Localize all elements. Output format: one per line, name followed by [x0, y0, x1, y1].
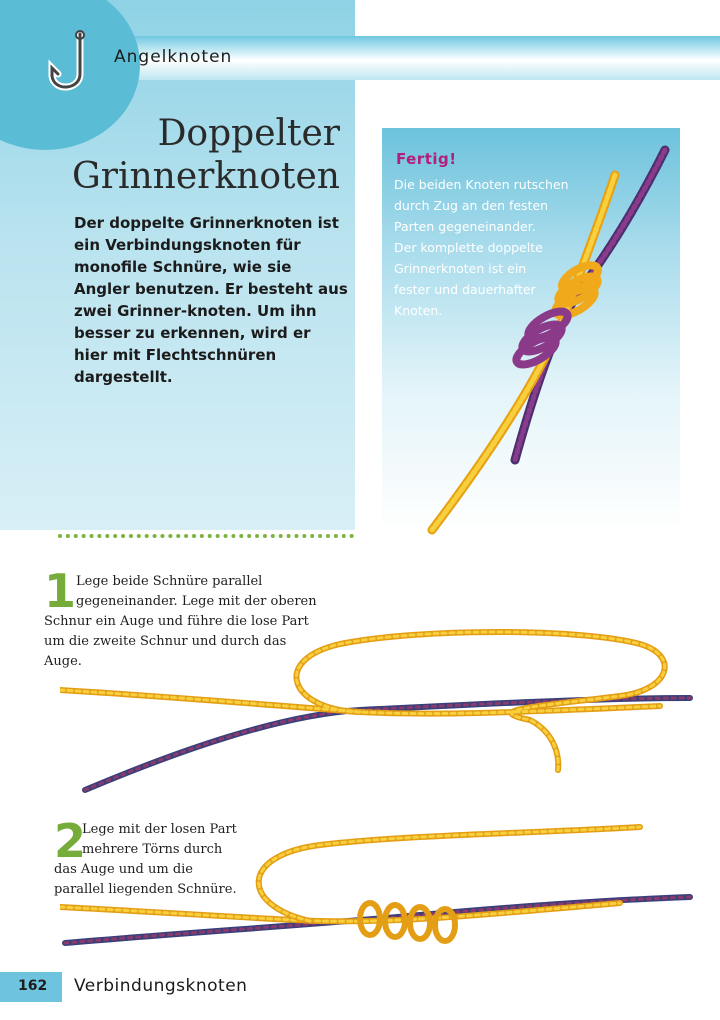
footer-chapter: Verbindungsknoten — [74, 976, 248, 996]
step-1-line: gegeneinander. Lege mit der oberen — [76, 594, 317, 609]
info-line: Der komplette doppelte — [394, 240, 543, 255]
info-line: Grinnerknoten ist ein — [394, 261, 527, 276]
info-line: fester und dauerhafter — [394, 282, 536, 297]
page-title — [60, 112, 340, 198]
intro-text: Der doppelte Grinnerknoten ist ein Verbindungsknoten für monofile Schnüre, wie sie Angler benutzen. Er besteht aus zwei Grinner-knoten. Um ihn besser zu erkennen, wird er hier mit Flechtschnüren dargestellt. — [74, 214, 348, 386]
step-2-illustration — [60, 815, 700, 955]
step-2-line: parallel liegenden Schnüre. — [54, 882, 237, 897]
dotted-divider — [58, 534, 354, 538]
info-line: Knoten. — [394, 303, 443, 318]
page-number: 162 — [18, 978, 48, 994]
step-2-line: das Auge und um die — [54, 862, 193, 877]
step-1-line: Lege beide Schnüre parallel — [76, 574, 263, 589]
info-box-text — [394, 174, 579, 321]
title-line-1: Doppelter — [157, 113, 340, 154]
step-1-number: 1 — [44, 564, 77, 618]
title-line-2: Grinnerknoten — [72, 156, 340, 197]
step-2-line: mehrere Törns durch — [82, 842, 223, 857]
info-line: Parten gegeneinander. — [394, 219, 536, 234]
info-line: Die beiden Knoten rutschen — [394, 177, 569, 192]
step-1-line: Schnur ein Auge und führe die lose Part — [44, 614, 309, 629]
fishing-hook-icon — [44, 30, 96, 100]
step-1-line: um die zweite Schnur und durch das — [44, 634, 287, 649]
info-box-title: Fertig! — [396, 150, 457, 168]
step-2-number: 2 — [54, 814, 87, 868]
info-line: durch Zug an den festen — [394, 198, 549, 213]
step-1-illustration — [60, 620, 700, 800]
section-label: Angelknoten — [114, 47, 233, 67]
step-1-line: Auge. — [44, 654, 82, 669]
step-2-line: Lege mit der losen Part — [82, 822, 237, 837]
